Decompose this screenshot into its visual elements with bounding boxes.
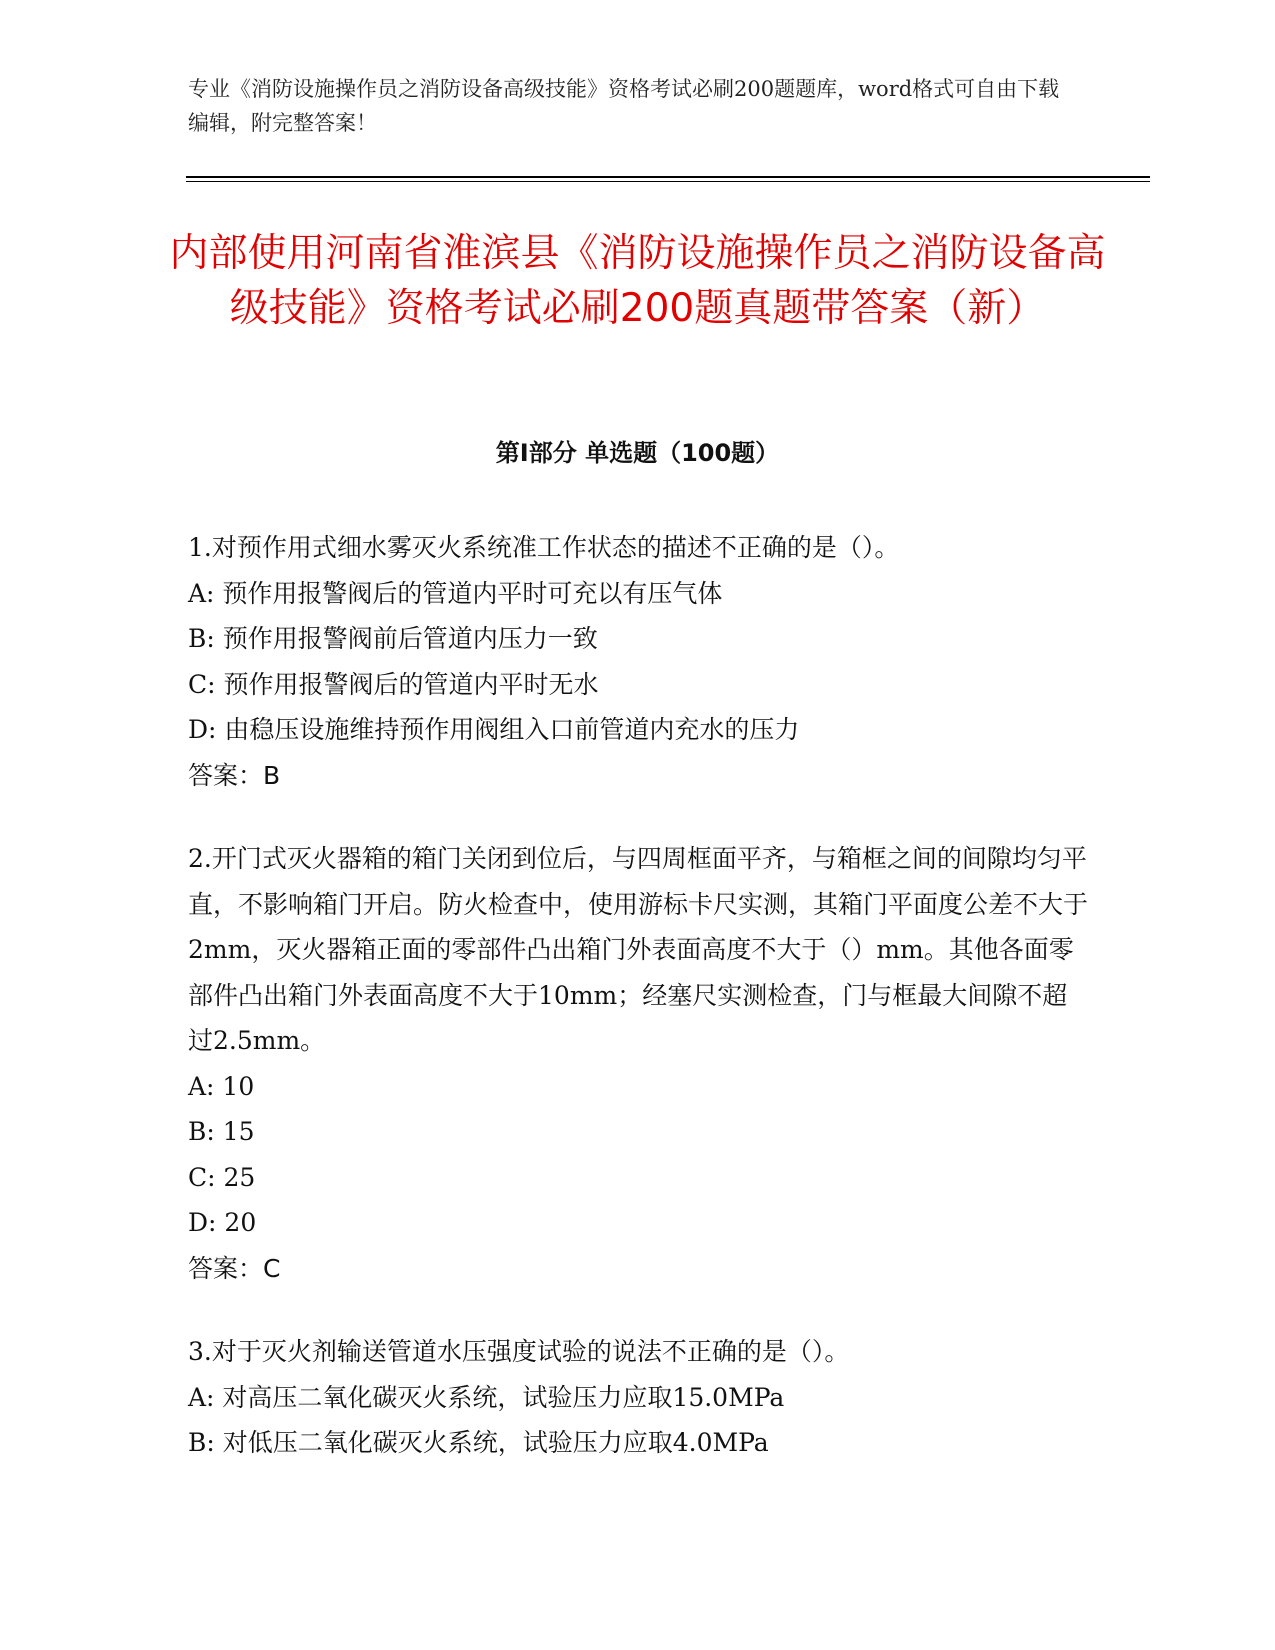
question-2 [188,836,1088,1291]
question-text: 2.开门式灭火器箱的箱门关闭到位后，与四周框面平齐，与箱框之间的间隙均匀平直，不影响箱门开启。防火检查中，使用游标卡尺实测，其箱门平面度公差不大于2mm，灭火器箱正面的零部件凸出箱门外表面高度不大于（）mm。其他各面零部件凸出箱门外表面高度不大于10mm；经塞尺实测检查，门与框最大间隙不超过2.5mm。 [188,844,1089,1055]
option-d: D: 20 [188,1208,257,1237]
option-d: D: 由稳压设施维持预作用阀组入口前管道内充水的压力 [188,715,800,744]
header-note: 专业《消防设施操作员之消防设备高级技能》资格考试必刷200题题库，word格式可自由下载编辑，附完整答案！ [188,77,1060,135]
option-a: A: 10 [188,1071,255,1101]
question-text: 1.对预作用式细水雾灭火系统准工作状态的描述不正确的是（）。 [188,533,900,562]
question-text: 3.对于灭火剂输送管道水压强度试验的说法不正确的是（）。 [188,1337,850,1366]
header-rule-thick [186,176,1150,178]
option-a: A: 对高压二氧化碳灭火系统，试验压力应取15.0MPa [188,1382,785,1412]
question-1 [188,525,1088,798]
option-b: B: 预作用报警阀前后管道内压力一致 [188,624,598,653]
option-c: C: 预作用报警阀后的管道内平时无水 [188,669,599,699]
option-a: A: 预作用报警阀后的管道内平时可充以有压气体 [188,578,723,608]
section-title: 第Ⅰ部分 单选题（100题） [495,439,780,467]
document-title: 内部使用河南省淮滨县《消防设施操作员之消防设备高级技能》资格考试必刷200题真题带答案（新） [169,231,1106,331]
option-c: C: 25 [188,1162,256,1192]
answer: 答案：B [188,760,281,790]
option-b: B: 对低压二氧化碳灭火系统，试验压力应取4.0MPa [188,1428,769,1457]
question-3 [188,1329,1088,1466]
option-b: B: 15 [188,1117,255,1146]
question-list [188,525,1088,1504]
header-rule-thin [186,181,1150,182]
answer: 答案：C [188,1253,281,1283]
